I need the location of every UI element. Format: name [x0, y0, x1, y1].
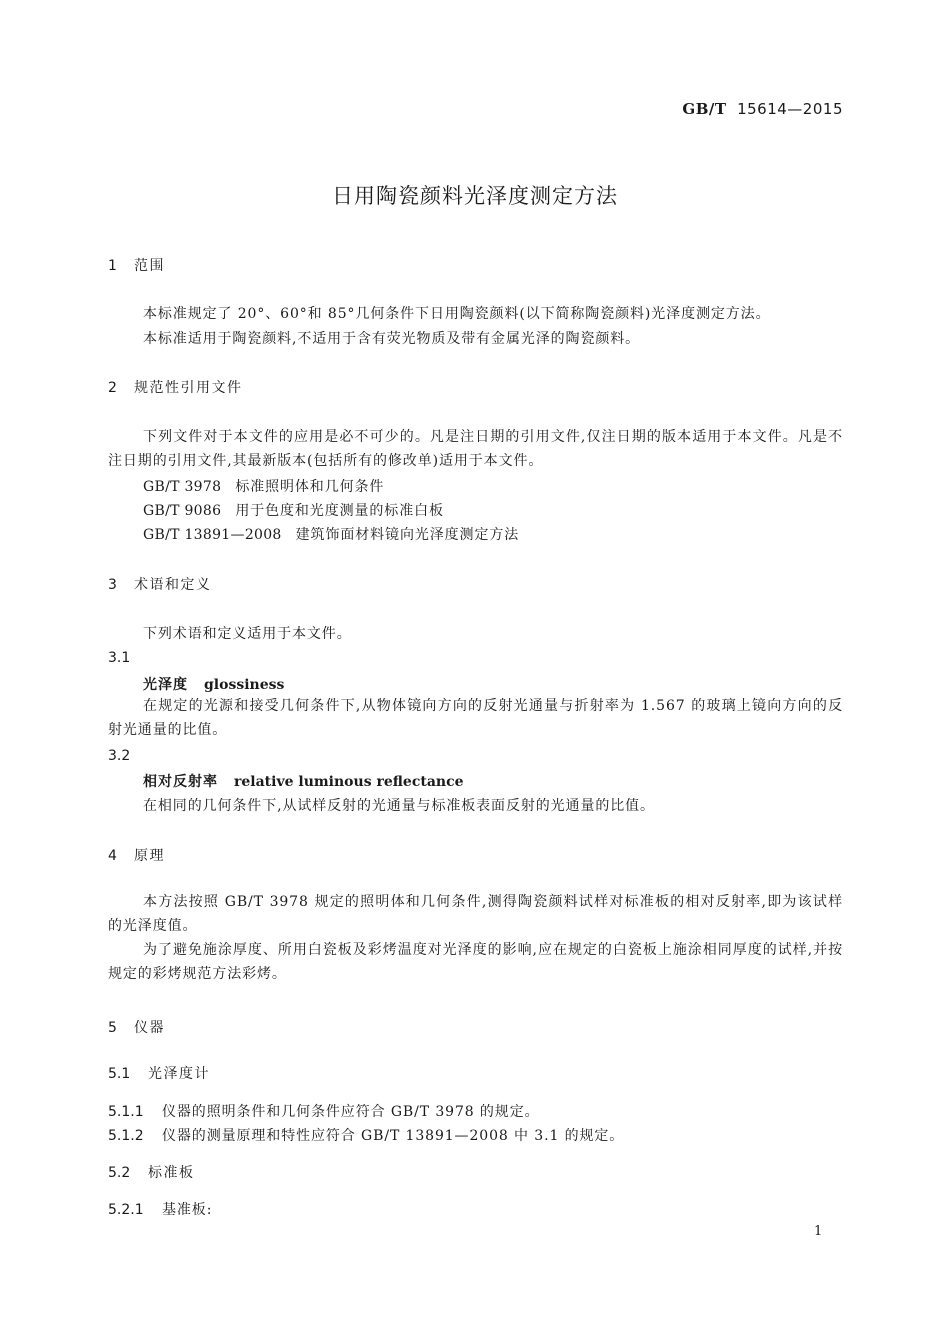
standard-code-number: 15614—2015 [737, 100, 843, 118]
section-1-heading [108, 255, 165, 275]
section-5-heading [108, 1017, 165, 1037]
reference-title: 建筑饰面材料镜向光泽度测定方法 [295, 527, 520, 543]
sec1-paragraph-2: 本标准适用于陶瓷颜料,不适用于含有荧光物质及带有金属光泽的陶瓷颜料。 [143, 331, 641, 347]
subsection-number: 5.2 [108, 1165, 131, 1181]
clause-text: 基准板: [162, 1202, 213, 1218]
subsection-title: 光泽度计 [148, 1066, 210, 1082]
clause-5-1-2 [108, 1125, 624, 1145]
reference-code: GB/T 3978 [143, 479, 222, 495]
sec4-paragraph-2: 为了避免施涂厚度、所用白瓷板及彩烤温度对光泽度的影响,应在规定的白瓷板上施涂相同厚度的试样,并按规定的彩烤规范方法彩烤。 [108, 942, 843, 982]
section-title: 仪器 [134, 1020, 165, 1036]
term-en: glossiness [204, 677, 285, 693]
standard-code-prefix: GB/T [682, 100, 727, 118]
reference-item [143, 476, 384, 496]
section-title: 原理 [134, 848, 165, 864]
section-3-heading [108, 574, 212, 594]
reference-code: GB/T 9086 [143, 503, 222, 519]
term-definition: 在规定的光源和接受几何条件下,从物体镜向方向的反射光通量与折射率为 1.567 的玻璃上镜向方向的反射光通量的比值。 [108, 698, 843, 738]
document-title: 日用陶瓷颜料光泽度测定方法 [332, 184, 618, 208]
clause-text: 仪器的测量原理和特性应符合 GB/T 13891—2008 中 3.1 的规定。 [162, 1128, 625, 1144]
section-number: 5 [108, 1020, 117, 1036]
subsection-title: 标准板 [148, 1165, 195, 1181]
sec1-paragraph-1: 本标准规定了 20°、60°和 85°几何条件下日用陶瓷颜料(以下简称陶瓷颜料)光泽度测定方法。 [143, 306, 771, 322]
term-en: relative luminous reflectance [234, 774, 464, 790]
section-4-heading [108, 845, 165, 865]
section-number: 2 [108, 380, 117, 396]
clause-number: 5.1.1 [108, 1104, 144, 1120]
reference-item [143, 500, 444, 520]
term-zh: 光泽度 [143, 677, 188, 693]
sec2-paragraph-1: 下列文件对于本文件的应用是必不可少的。凡是注日期的引用文件,仅注日期的版本适用于本文件。凡是不注日期的引用文件,其最新版本(包括所有的修改单)适用于本文件。 [108, 429, 843, 469]
section-number: 3 [108, 577, 117, 593]
term-number: 3.1 [108, 650, 131, 666]
subsection-number: 5.1 [108, 1066, 131, 1082]
section-2-heading [108, 377, 243, 397]
section-title: 规范性引用文件 [134, 380, 243, 396]
reference-title: 用于色度和光度测量的标准白板 [235, 503, 444, 519]
clause-number: 5.2.1 [108, 1202, 144, 1218]
reference-code: GB/T 13891—2008 [143, 527, 282, 543]
section-number: 1 [108, 258, 117, 274]
term-glossiness [143, 674, 284, 694]
clause-text: 仪器的照明条件和几何条件应符合 GB/T 3978 的规定。 [162, 1104, 540, 1120]
page-number: 1 [814, 1224, 823, 1239]
section-number: 4 [108, 848, 117, 864]
section-title: 术语和定义 [134, 577, 212, 593]
clause-number: 5.1.2 [108, 1128, 144, 1144]
section-title: 范围 [134, 258, 165, 274]
clause-5-1-1 [108, 1101, 540, 1121]
term-number: 3.2 [108, 748, 131, 764]
subsection-5-2-heading [108, 1162, 195, 1182]
reference-title: 标准照明体和几何条件 [235, 479, 385, 495]
standard-code [682, 100, 843, 118]
term-zh: 相对反射率 [143, 774, 218, 790]
term-relative-reflectance [143, 771, 464, 791]
clause-5-2-1 [108, 1199, 212, 1219]
term-definition: 在相同的几何条件下,从试样反射的光通量与标准板表面反射的光通量的比值。 [143, 798, 655, 814]
reference-item [143, 524, 519, 544]
sec3-paragraph-1: 下列术语和定义适用于本文件。 [143, 626, 352, 642]
sec4-paragraph-1: 本方法按照 GB/T 3978 规定的照明体和几何条件,测得陶瓷颜料试样对标准板的相对反射率,即为该试样的光泽度值。 [108, 894, 843, 934]
subsection-5-1-heading [108, 1063, 210, 1083]
